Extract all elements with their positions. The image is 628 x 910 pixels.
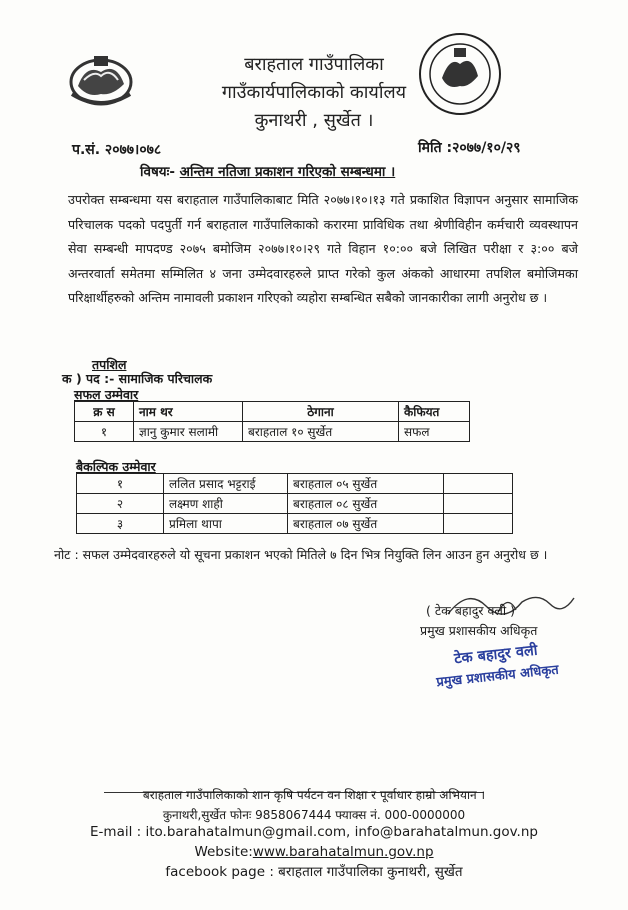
cell-address: बराहताल १० सुर्खेत — [243, 422, 399, 442]
office-location: कुनाथरी , सुर्खेत । — [254, 110, 374, 131]
reference-number: प.सं. २०७७।०७८ — [72, 142, 162, 158]
signatory-name: ( टेक बहादुर वली ) — [426, 603, 515, 618]
cell-sn: ३ — [77, 514, 164, 534]
office-name-line-2: गाउँकार्यपालिकाको कार्यालय — [221, 82, 407, 103]
cell-remarks — [444, 474, 513, 494]
table-row — [77, 514, 513, 534]
cell-address: बराहताल ०५ सुर्खेत — [288, 474, 444, 494]
footer-slogan: बराहताल गाउँपालिकाको शान कृषि पर्यटन वन शिक्षा र पूर्वाधार हाम्रो अभियान । — [142, 788, 486, 802]
footer-contact: कुनाथरी,सुर्खेत फोनः 9858067444 फ्याक्स नं. 000-0000000 — [162, 808, 466, 822]
alternate-table — [76, 473, 513, 534]
col-header-name: नाम थर — [134, 402, 243, 422]
website-label: Website: — [194, 844, 253, 860]
subject-prefix: विषयः- — [140, 164, 180, 180]
cell-name: ललित प्रसाद भट्टराई — [164, 474, 288, 494]
post-label: क ) पद :- सामाजिक परिचालक — [62, 371, 213, 386]
stamp-name: टेक बहादुर वली — [453, 642, 539, 668]
note-text: नोट : सफल उम्मेदवारहरुले यो सूचना प्रकाशन भएको मितिले ७ दिन भित्र नियुक्ति लिन आउन हुन अनुरोध छ । — [54, 547, 548, 562]
table-row — [77, 494, 513, 514]
cell-address: बराहताल ०७ सुर्खेत — [288, 514, 444, 534]
cell-sn: १ — [77, 474, 164, 494]
footer-email: E-mail : ito.barahatalmun@gmail.com, info@barahatalmun.gov.np — [90, 824, 538, 840]
website-link[interactable]: www.barahatalmun.gov.np — [252, 844, 434, 860]
success-table — [74, 401, 470, 442]
cell-address: बराहताल ०८ सुर्खेत — [288, 494, 444, 514]
signatory-title: प्रमुख प्रशासकीय अधिकृत — [420, 623, 538, 638]
cell-remarks — [444, 494, 513, 514]
col-header-remarks: कैफियत — [399, 402, 470, 422]
subject-line — [140, 162, 395, 180]
table-header-row — [75, 402, 470, 422]
cell-sn: २ — [77, 494, 164, 514]
cell-remarks: सफल — [399, 422, 470, 442]
list-title: तपशिल — [92, 357, 127, 372]
cell-name: प्रमिला थापा — [164, 514, 288, 534]
col-header-sn: क्र स — [75, 402, 134, 422]
cell-name: लक्ष्मण शाही — [164, 494, 288, 514]
letter-date: मिति :२०७७/१०/२९ — [418, 140, 521, 156]
cell-name: ज्ञानु कुमार सलामी — [134, 422, 243, 442]
success-candidates-title: सफल उम्मेवार — [74, 387, 139, 402]
footer-website — [0, 844, 628, 860]
table-row — [77, 474, 513, 494]
office-name-line-1: बराहताल गाउँपालिका — [244, 54, 384, 75]
cell-sn: १ — [75, 422, 134, 442]
stamp-title: प्रमुख प्रशासकीय अधिकृत — [435, 662, 560, 691]
subject-text: अन्तिम नतिजा प्रकाशन गरिएको सम्बन्धमा । — [179, 164, 396, 180]
col-header-address: ठेगाना — [243, 402, 399, 422]
footer-facebook: facebook page : बराहताल गाउँपालिका कुनाथरी, सुर्खेत — [165, 864, 463, 880]
body-paragraph: उपरोक्त सम्बन्धमा यस बराहताल गाउँपालिकाबाट मिति २०७७।१०।१३ गते प्रकाशित विज्ञापन अनुसार सामाजिक परिचालक पदको पदपुर्ती गर्न बराहताल गाउँपालिकाको करारमा प्राविधिक तथा श्रेणीविहीन कर्मचारी व्यवस्थापन सेवा सम्बन्धी मापदण्ड २०७५ बमोजिम २०७७।१०।२९ गते विहान १०:०० बजे लिखित परीक्षा र ३:०० बजे अन्तरवार्ता समेतमा सम्मिलित ४ जना उम्मेदवारहरुले प्राप्त गरेको कुल अंकको आधारमा तपशिल बमोजिमका परिक्षार्थीहरुको अन्तिम नामावली प्रकाशन गरिएको व्यहोरा सम्बन्धित सबैको जानकारीका लागी अनुरोध छ । — [68, 192, 578, 305]
alternate-candidates-title: बैकल्पिक उम्मेवार — [76, 459, 156, 474]
table-row — [75, 422, 470, 442]
cell-remarks — [444, 514, 513, 534]
